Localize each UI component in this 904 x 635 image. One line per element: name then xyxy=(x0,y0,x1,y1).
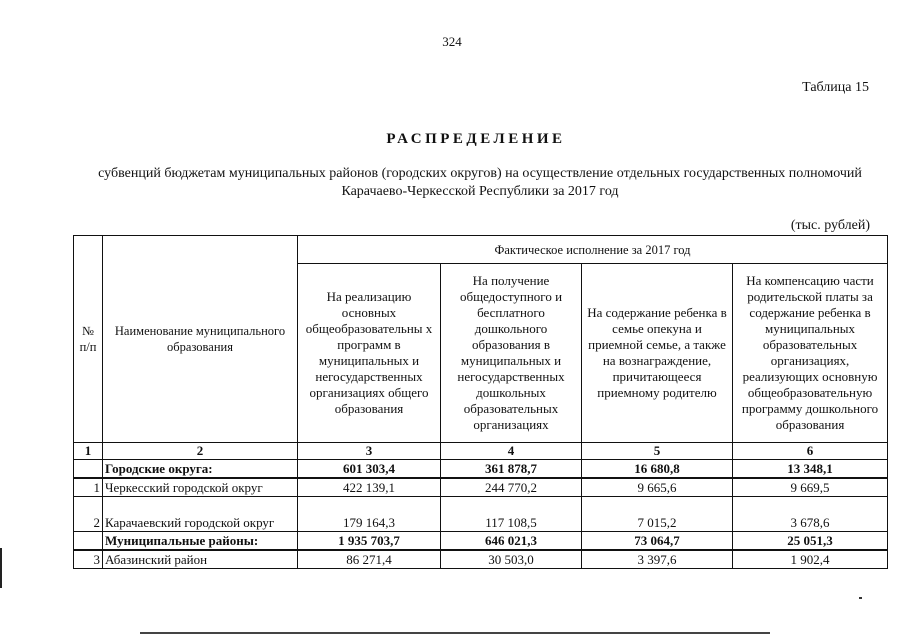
header-col6: На компенсацию части родительской платы за содержание ребенка в муниципальных образовательных организациях, реализующих основную общеобразовательную программу дошкольного образования xyxy=(733,264,888,443)
cell-col6: 9 669,5 xyxy=(733,478,888,497)
cell-col3: 86 271,4 xyxy=(298,550,441,569)
header-group: Фактическое исполнение за 2017 год xyxy=(298,236,888,264)
footer-rule xyxy=(140,632,770,634)
column-number: 2 xyxy=(103,443,298,460)
header-name: Наименование муниципального образования xyxy=(103,236,298,443)
table-row xyxy=(74,460,888,479)
cell-col6: 3 678,6 xyxy=(733,497,888,532)
header-col5: На содержание ребенка в семье опекуна и приемной семье, а также на вознаграждение, причитающееся приемному родителю xyxy=(582,264,733,443)
subventions-table xyxy=(73,235,888,569)
column-numbers-row xyxy=(74,443,888,460)
cell-col4: 117 108,5 xyxy=(441,497,582,532)
row-name: Карачаевский городской округ xyxy=(103,497,298,532)
row-name: Абазинский район xyxy=(103,550,298,569)
column-number: 3 xyxy=(298,443,441,460)
cell-col6: 25 051,3 xyxy=(733,532,888,551)
table-row xyxy=(74,532,888,551)
header-index: № п/п xyxy=(74,236,103,443)
header-col3: На реализацию основных общеобразовательны х программ в муниципальных и негосударственных организациях общего образования xyxy=(298,264,441,443)
header-row-top xyxy=(74,236,888,264)
row-name: Муниципальные районы: xyxy=(103,532,298,551)
column-number: 4 xyxy=(441,443,582,460)
cell-col4: 30 503,0 xyxy=(441,550,582,569)
row-name: Черкесский городской округ xyxy=(103,478,298,497)
cell-col4: 646 021,3 xyxy=(441,532,582,551)
cell-col3: 179 164,3 xyxy=(298,497,441,532)
table-row xyxy=(74,478,888,497)
cell-col3: 1 935 703,7 xyxy=(298,532,441,551)
cell-col5: 16 680,8 xyxy=(582,460,733,479)
page-number: 324 xyxy=(442,34,462,49)
document-title: РАСПРЕДЕЛЕНИЕ xyxy=(386,131,566,147)
table-label: Таблица 15 xyxy=(802,80,869,95)
units-label: (тыс. рублей) xyxy=(790,218,870,233)
column-number: 6 xyxy=(733,443,888,460)
cell-col5: 7 015,2 xyxy=(582,497,733,532)
column-number: 5 xyxy=(582,443,733,460)
cell-col6: 1 902,4 xyxy=(733,550,888,569)
scan-edge-mark xyxy=(0,548,2,588)
header-col4: На получение общедоступного и бесплатного дошкольного образования в муниципальных и негосударственных дошкольных образовательных организациях xyxy=(441,264,582,443)
row-number xyxy=(74,460,103,479)
cell-col5: 9 665,6 xyxy=(582,478,733,497)
column-number: 1 xyxy=(74,443,103,460)
cell-col4: 361 878,7 xyxy=(441,460,582,479)
row-number: 2 xyxy=(74,497,103,532)
cell-col5: 3 397,6 xyxy=(582,550,733,569)
scan-dot-mark xyxy=(859,597,862,599)
table-row xyxy=(74,550,888,569)
cell-col4: 244 770,2 xyxy=(441,478,582,497)
row-number: 3 xyxy=(74,550,103,569)
cell-col6: 13 348,1 xyxy=(733,460,888,479)
row-number xyxy=(74,532,103,551)
cell-col5: 73 064,7 xyxy=(582,532,733,551)
cell-col3: 601 303,4 xyxy=(298,460,441,479)
table-row xyxy=(74,497,888,532)
row-name: Городские округа: xyxy=(103,460,298,479)
row-number: 1 xyxy=(74,478,103,497)
document-subtitle: субвенций бюджетам муниципальных районов (городских округов) на осуществление отдельных государственных полномочий Карачаево-Черкесской Республики за 2017 год xyxy=(98,166,862,199)
cell-col3: 422 139,1 xyxy=(298,478,441,497)
